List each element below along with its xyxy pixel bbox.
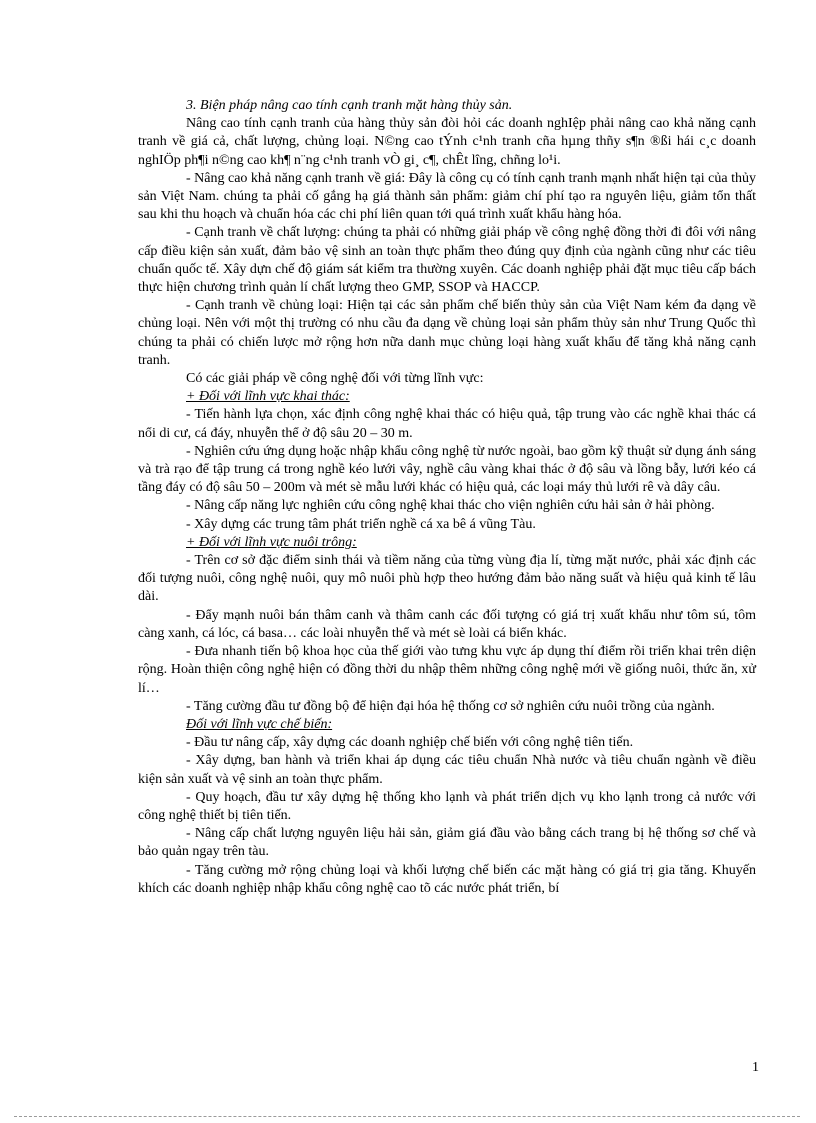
list-item: - Đẩy mạnh nuôi bán thâm canh và thâm canh các đối tượng có giá trị xuất khẩu như tôm sú, tôm càng xanh, cá lóc, cá basa… các loài nhuyễn thể và mét sè loài cá biển khác. (138, 607, 756, 641)
list-item: - Trên cơ sở đặc điểm sinh thái và tiềm năng của từng vùng địa lí, từng mặt nước, phải xác định các đối tượng nuôi, công nghệ nuôi, quy mô nuôi phù hợp theo hướng đảm bảo năng suất và hiệu quả kinh tế lâu dài. (138, 553, 756, 605)
page-bottom-divider (14, 1116, 800, 1117)
page-number: 1 (752, 1060, 759, 1075)
list-item: - Xây dựng, ban hành và triển khai áp dụng các tiêu chuẩn Nhà nước và tiêu chuẩn ngành về điều kiện sản xuất và vệ sinh an toàn thực phẩm. (138, 753, 756, 787)
section-heading: 3. Biện pháp nâng cao tính cạnh tranh mặt hàng thủy sản. (186, 98, 513, 113)
aquaculture-section-title: + Đối với lĩnh vực nuôi trông: (186, 534, 357, 550)
list-item: - Đưa nhanh tiến bộ khoa học của thế giới vào tưng khu vực áp dụng thí điểm rồi triển khai trên diện rộng. Hoàn thiện công nghệ hiện có đồng thời du nhập thêm những công nghệ mới về giống nuôi, thức ăn, xử lí… (138, 644, 756, 696)
variety-competition-paragraph: - Cạnh tranh về chủng loại: Hiện tại các sản phẩm chế biến thủy sản của Việt Nam kém đa dạng về chủng loại. Nên với một thị trường có nhu cầu đa dạng về chủng loại sản phẩm thủy sản như Trung Quốc thì chúng ta phải có chiến lược mở rộng hơn nữa danh mục chủng loại hàng xuất khẩu để tăng khả năng cạnh tranh. (138, 298, 756, 368)
fishing-section-title: + Đối với lĩnh vực khai thác: (186, 389, 350, 405)
intro-paragraph: Nâng cao tính cạnh tranh của hàng thủy sản đòi hỏi các doanh nghIệp phải nâng cao khả năng cạnh tranh về giá cả, chất lượng, chủng loại. N©ng cao tÝnh c¹nh tranh cña hµng thñy s¶n ®ßi hái c¸c doanh nghIÖp ph¶i n©ng cao kh¶ n¨ng c¹nh tranh vÒ gi¸ c¶, chÊt lîng, chñng lo¹i. (138, 116, 756, 168)
list-item: - Nâng cấp năng lực nghiên cứu công nghệ khai thác cho viện nghiên cứu hải sản ở hải phòng. (186, 498, 715, 514)
list-item: - Xây dựng các trung tâm phát triển nghề cá xa bê á vũng Tàu. (186, 516, 536, 532)
list-item: - Quy hoạch, đầu tư xây dựng hệ thống kho lạnh và phát triển dịch vụ kho lạnh trong cả nước với công nghệ thiết bị tiên tiến. (138, 789, 756, 823)
price-competition-paragraph: - Nâng cao khả năng cạnh tranh về giá: Đây là công cụ có tính cạnh tranh mạnh nhất hiện tại của thủy sản Việt Nam. chúng ta phải cố gắng hạ giá thành sản phẩm: giảm chí phí tạo ra nguyên liệu, giảm tổn thất sau khi thu hoạch và chuẩn hóa các chi phí liên quan tới quá trình xuất khẩu hàng hóa. (138, 170, 756, 223)
list-item: - Tiến hành lựa chọn, xác định công nghệ khai thác có hiệu quả, tập trung vào các nghề khai thác cá nổi di cư, cá đáy, nhuyễn thể ở độ sâu 20 – 30 m. (138, 407, 756, 441)
processing-section-title: Đối với lĩnh vực chế biến: (186, 716, 333, 732)
list-item: - Tăng cường đầu tư đồng bộ để hiện đại hóa hệ thống cơ sở nghiên cứu nuôi trồng của ngành. (186, 698, 715, 714)
list-item: - Đầu tư nâng cấp, xây dựng các doanh nghiệp chế biến với công nghệ tiên tiến. (186, 735, 634, 751)
list-item: - Tăng cường mở rộng chủng loại và khối lượng chế biến các mặt hàng có giá trị gia tăng. Khuyến khích các doanh nghiệp nhập khẩu công nghệ cao tõ các nước phát triển, bí (138, 862, 756, 896)
quality-competition-paragraph: - Cạnh tranh về chất lượng: chúng ta phải có những giải pháp về công nghệ đồng thời đi đôi với nâng cấp điều kiện sản xuất, đảm bảo vệ sinh an toàn thực phẩm theo đúng quy định của ngành cũng như các tiêu chuẩn quốc tế. Xây dựn chế độ giám sát kiểm tra thường xuyên. Các doanh nghiệp phải đặt mục tiêu cấp bách thực hiện chương trình quản lí chất lượng theo GMP, SSOP và HACCP. (138, 225, 756, 296)
list-item: - Nâng cấp chất lượng nguyên liệu hải sản, giảm giá đầu vào bằng cách trang bị hệ thống sơ chế và bảo quản ngay trên tàu. (138, 826, 756, 860)
technology-solutions-paragraph: Có các giải pháp về công nghệ đối với từng lĩnh vực: (186, 371, 484, 387)
list-item: - Nghiên cứu ứng dụng hoặc nhập khẩu công nghệ từ nước ngoài, bao gồm kỹ thuật sử dụng ánh sáng và trà rạo để tập trung cá trong nghề kéo lưới vây, nghề câu vàng khai thác ở độ sâu và lồng bẫy, lưới kéo cá tầng đáy có độ sâu 50 – 200m và mét sè mẫu lưới khác có hiệu quả, các loại máy thủ lưới rê và dây câu. (138, 443, 756, 496)
document-body (138, 97, 756, 898)
